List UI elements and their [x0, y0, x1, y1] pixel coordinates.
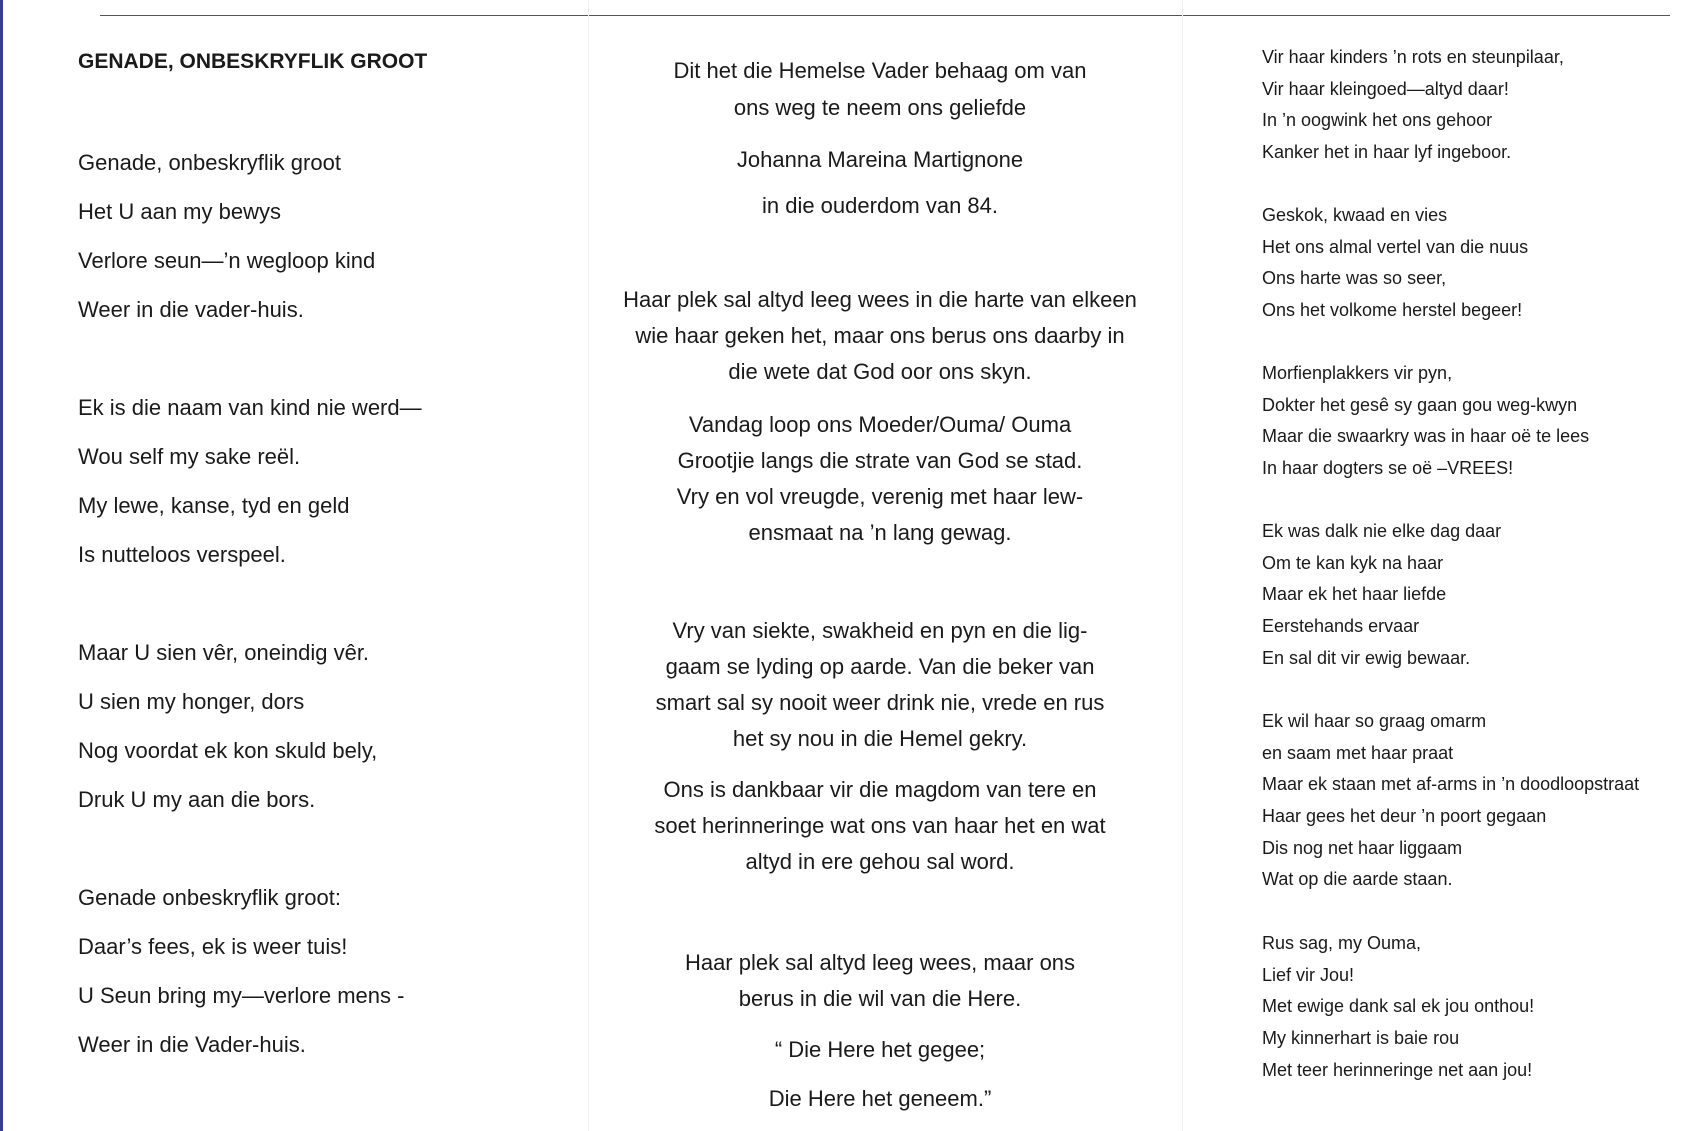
poem-line: Maar ek het haar liefde — [1262, 584, 1447, 605]
poem-line: In haar dogters se oë –VREES! — [1262, 458, 1514, 479]
poem-line: In ’n oogwink het ons gehoor — [1262, 110, 1493, 131]
poem-stanza — [1262, 42, 1564, 169]
deceased-age-text: in die ouderdom van 84. — [761, 193, 999, 218]
paragraph-text: Haar plek sal altyd leeg wees in die harte van elkeen wie haar geken het, maar ons berus ons daarby in die wete dat God oor ons skyn. — [623, 287, 1137, 384]
paragraph-text: Haar plek sal altyd leeg wees, maar ons berus in die wil van die Here. — [684, 950, 1076, 1011]
poem-line: Dokter het gesê sy gaan gou weg-kwyn — [1262, 394, 1578, 415]
poem-stanza — [78, 138, 375, 334]
deceased-name-text: Johanna Mareina Martignone — [736, 147, 1024, 172]
announcement-intro-text: Dit het die Hemelse Vader behaag om van ons weg te neem ons geliefde — [673, 58, 1087, 120]
poem-line: Maar die swaarkry was in haar oë te lees — [1262, 426, 1590, 447]
poem-line: My kinnerhart is baie rou — [1262, 1028, 1460, 1049]
poem-line: En sal dit vir ewig bewaar. — [1262, 647, 1471, 668]
poem-line: Wat op die aarde staan. — [1262, 869, 1453, 890]
poem-line: Nog voordat ek kon skuld bely, — [78, 738, 378, 763]
poem-line: U Seun bring my—verlore mens - — [78, 983, 405, 1008]
poem-line: Weer in die vader-huis. — [78, 297, 304, 322]
poem-line: Vir haar kinders ’n rots en steunpilaar, — [1262, 47, 1564, 67]
scripture-quote-line: “ Die Here het gegee; — [774, 1037, 986, 1062]
poem-line: Druk U my aan die bors. — [78, 787, 316, 812]
poem-line: Ek was dalk nie elke dag daar — [1262, 521, 1502, 541]
scripture-quote — [630, 1081, 1130, 1117]
poem-line: Ons harte was so seer, — [1262, 268, 1447, 289]
paragraph-text: Ons is dankbaar vir die magdom van tere en soet herinneringe wat ons van haar het en wat altyd in ere gehou sal word. — [654, 777, 1106, 874]
poem-line: Eerstehands ervaar — [1262, 616, 1420, 637]
poem-stanza — [78, 383, 422, 579]
paragraph — [660, 407, 1100, 551]
scan-edge — [0, 0, 3, 1131]
poem-line: U sien my honger, dors — [78, 689, 305, 714]
poem-stanza — [1262, 928, 1534, 1086]
poem-line: Is nutteloos verspeel. — [78, 542, 286, 567]
poem-line: Geskok, kwaad en vies — [1262, 205, 1448, 225]
poem-line: Genade, onbeskryflik groot — [78, 150, 341, 175]
poem-line: Wou self my sake reël. — [78, 444, 301, 469]
poem-stanza — [1262, 200, 1528, 327]
paragraph — [670, 945, 1090, 1017]
poem-line: Ek is die naam van kind nie werd— — [78, 395, 422, 420]
poem-line: Morfienplakkers vir pyn, — [1262, 363, 1453, 383]
poem-line: Genade onbeskryflik groot: — [78, 885, 341, 910]
announcement-intro — [670, 52, 1090, 126]
poem-stanza — [78, 628, 377, 824]
top-rule — [100, 15, 1670, 16]
fold-line — [588, 0, 589, 1131]
poem-line: Om te kan kyk na haar — [1262, 552, 1444, 573]
poem-stanza — [1262, 358, 1589, 485]
deceased-name — [630, 141, 1130, 178]
poem-line: Lief vir Jou! — [1262, 964, 1355, 985]
poem-line: Rus sag, my Ouma, — [1262, 933, 1422, 953]
poem-line: Met ewige dank sal ek jou onthou! — [1262, 996, 1535, 1017]
poem-line: Ek wil haar so graag omarm — [1262, 711, 1487, 731]
paragraph-text: Vandag loop ons Moeder/Ouma/ Ouma Grootjie langs die strate van God se stad. Vry en vol vreugde, verenig met haar lew-ensmaat na ’n lang gewag. — [676, 412, 1084, 545]
poem-line: Het ons almal vertel van die nuus — [1262, 236, 1529, 257]
poem-line: Haar gees het deur ’n poort gegaan — [1262, 806, 1547, 827]
poem-line: en saam met haar praat — [1262, 742, 1454, 763]
poem-line: Dis nog net haar liggaam — [1262, 837, 1463, 858]
fold-line — [1182, 0, 1183, 1131]
poem-title: GENADE, ONBESKRYFLIK GROOT — [78, 50, 428, 73]
poem-stanza — [1262, 706, 1639, 896]
scripture-quote — [630, 1032, 1130, 1068]
paragraph — [620, 282, 1140, 390]
paragraph — [650, 613, 1110, 757]
paragraph-text: Vry van siekte, swakheid en pyn en die lig-gaam se lyding op aarde. Van die beker van smart sal sy nooit weer drink nie, vrede en rus het sy nou in die Hemel gekry. — [655, 618, 1105, 751]
poem-line: Weer in die Vader-huis. — [78, 1032, 306, 1057]
poem-line: Daar’s fees, ek is weer tuis! — [78, 934, 348, 959]
poem-line: Verlore seun—’n wegloop kind — [78, 248, 376, 273]
paragraph — [650, 772, 1110, 880]
poem-line: Kanker het in haar lyf ingeboor. — [1262, 142, 1512, 163]
poem-line: Ons het volkome herstel begeer! — [1262, 300, 1523, 321]
poem-line: My lewe, kanse, tyd en geld — [78, 493, 350, 518]
poem-line: Het U aan my bewys — [78, 199, 281, 224]
poem-stanza — [1262, 516, 1501, 674]
poem-line: Met teer herinneringe net aan jou! — [1262, 1059, 1533, 1080]
deceased-age — [630, 187, 1130, 224]
poem-stanza — [78, 873, 404, 1069]
scripture-quote-line: Die Here het geneem.” — [768, 1086, 992, 1111]
poem-line: Maar ek staan met af-arms in ’n doodloopstraat — [1262, 774, 1640, 795]
poem-line: Maar U sien vêr, oneindig vêr. — [78, 640, 370, 665]
poem-line: Vir haar kleingoed—altyd daar! — [1262, 78, 1509, 99]
